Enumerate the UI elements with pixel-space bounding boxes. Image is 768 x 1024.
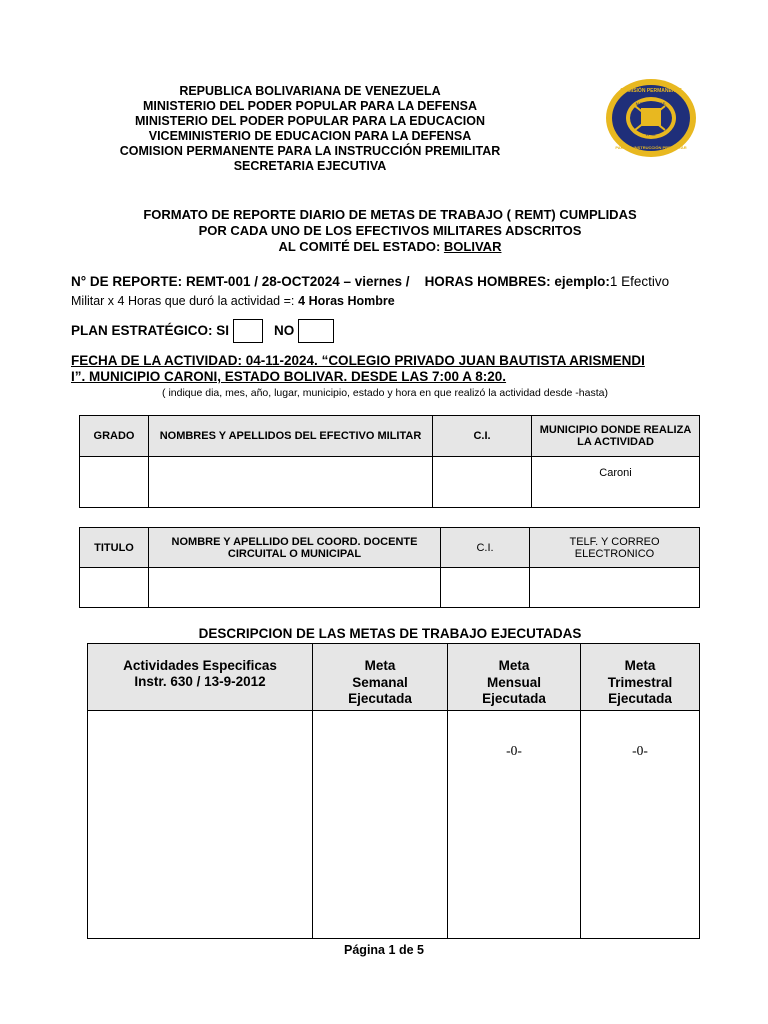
title-state-prefix: AL COMITÉ DEL ESTADO: [278, 239, 444, 254]
col-municipio: MUNICIPIO DONDE REALIZA LA ACTIVIDAD [532, 416, 700, 457]
cell-actividades[interactable] [88, 710, 313, 938]
plan-no-checkbox[interactable] [298, 319, 334, 343]
example-text-1: 1 Efectivo [609, 274, 670, 289]
plan-estrategico-row [71, 319, 334, 343]
example-text-2: Militar x 4 Horas que duró la actividad =: [71, 294, 295, 308]
cell-ci[interactable] [433, 457, 532, 508]
meta-mensual-l1: Meta [498, 658, 530, 673]
cell-titulo[interactable] [80, 568, 149, 608]
report-number-label: N° DE REPORTE: [71, 274, 183, 289]
title-line-1: FORMATO DE REPORTE DIARIO DE METAS DE TRABAJO ( REMT) CUMPLIDAS [143, 207, 637, 222]
plan-no-label: NO [274, 323, 295, 338]
metas-heading: DESCRIPCION DE LAS METAS DE TRABAJO EJECUTADAS [198, 626, 582, 641]
efectivo-table [79, 415, 700, 508]
cell-municipio[interactable]: Caroni [532, 457, 700, 508]
col-actividades [88, 644, 313, 711]
hours-label: HORAS HOMBRES: [424, 274, 551, 289]
meta-mensual-l3: Ejecutada [482, 691, 546, 706]
meta-trimestral-l2: Trimestral [607, 674, 673, 690]
meta-trimestral-l3: Ejecutada [608, 691, 672, 706]
footer-total: 5 [417, 943, 424, 957]
metas-table [87, 643, 700, 939]
cell-grado[interactable] [80, 457, 149, 508]
title-state-value: BOLIVAR [443, 239, 502, 254]
cell-nombres[interactable] [149, 457, 433, 508]
plan-si-checkbox[interactable] [233, 319, 263, 343]
meta-mensual-l2: Mensual [486, 674, 541, 690]
report-number-value: REMT-001 / 28-OCT2024 – viernes / [185, 274, 410, 289]
plan-si-label: PLAN ESTRATÉGICO: SI [71, 323, 230, 338]
meta-semanal-l1: Meta [364, 658, 396, 673]
header-line-4: VICEMINISTERIO DE EDUCACION PARA LA DEFENSA [148, 129, 472, 143]
col-meta-trimestral [581, 644, 700, 711]
fecha-hint: ( indique dia, mes, año, lugar, municipio, estado y hora en que realizó la actividad desde -hasta) [162, 387, 608, 399]
cell-meta-semanal[interactable] [313, 710, 448, 938]
col-nombres: NOMBRES Y APELLIDOS DEL EFECTIVO MILITAR [149, 416, 433, 457]
col-actividades-line2: Instr. 630 / 13-9-2012 [134, 674, 266, 689]
cell-meta-mensual[interactable]: -0- [448, 710, 581, 938]
col-ci-2: C.I. [441, 528, 530, 568]
report-title [70, 207, 710, 255]
title-line-3 [70, 239, 710, 255]
example-result: 4 Horas Hombre [298, 294, 395, 308]
footer-page: 1 [388, 943, 396, 957]
coordinador-table [79, 527, 700, 608]
header-block [90, 84, 530, 174]
header-line-3: MINISTERIO DEL PODER POPULAR PARA LA EDUCACION [134, 114, 486, 128]
col-grado: GRADO [80, 416, 149, 457]
fecha-value-line2: I”. MUNICIPIO CARONI, ESTADO BOLIVAR. DESDE LAS 7:00 A 8:20. [71, 369, 507, 384]
seal-bottom-text: PARA LA INSTRUCCIÓN PREMILITAR [615, 145, 687, 150]
seal-mid-text: M.P.P.D. M.P.P.E. [635, 101, 667, 106]
col-actividades-line1: Actividades Especificas [123, 658, 277, 673]
header-line-2: MINISTERIO DEL PODER POPULAR PARA LA DEFENSA [142, 99, 478, 113]
meta-semanal-l3: Ejecutada [348, 691, 412, 706]
col-titulo: TITULO [80, 528, 149, 568]
footer-de: de [398, 943, 414, 957]
header-line-6: SECRETARIA EJECUTIVA [233, 159, 387, 173]
col-coordinador: NOMBRE Y APELLIDO DEL COORD. DOCENTE CIRCUITAL O MUNICIPAL [149, 528, 441, 568]
cell-meta-trimestral[interactable]: -0- [581, 710, 700, 938]
report-number-block [71, 272, 711, 311]
header-line-5: COMISION PERMANENTE PARA LA INSTRUCCIÓN PREMILITAR [119, 144, 501, 158]
page-footer [0, 943, 768, 957]
fecha-actividad-block [71, 353, 711, 385]
meta-semanal-l2: Semanal [352, 674, 408, 690]
col-meta-mensual [448, 644, 581, 711]
col-telf-correo: TELF. Y CORREO ELECTRONICO [530, 528, 700, 568]
meta-trimestral-l1: Meta [624, 658, 656, 673]
seal-small-text: I.P.M. [646, 132, 656, 137]
cell-ci-2[interactable] [441, 568, 530, 608]
col-ci: C.I. [433, 416, 532, 457]
cell-coordinador[interactable] [149, 568, 441, 608]
fecha-label: FECHA DE LA ACTIVIDAD: [71, 353, 242, 368]
fecha-value-line1: 04-11-2024. “COLEGIO PRIVADO JUAN BAUTISTA ARISMENDI [242, 353, 645, 368]
cell-telf-correo[interactable] [530, 568, 700, 608]
seal-top-text: COMISIÓN PERMANENTE [620, 88, 682, 94]
col-meta-semanal [313, 644, 448, 711]
example-label: ejemplo: [554, 274, 610, 289]
footer-prefix: Página [344, 943, 386, 957]
header-line-1: REPUBLICA BOLIVARIANA DE VENEZUELA [179, 84, 441, 98]
commission-seal-logo [605, 78, 697, 158]
title-line-2: POR CADA UNO DE LOS EFECTIVOS MILITARES ADSCRITOS [198, 223, 582, 238]
